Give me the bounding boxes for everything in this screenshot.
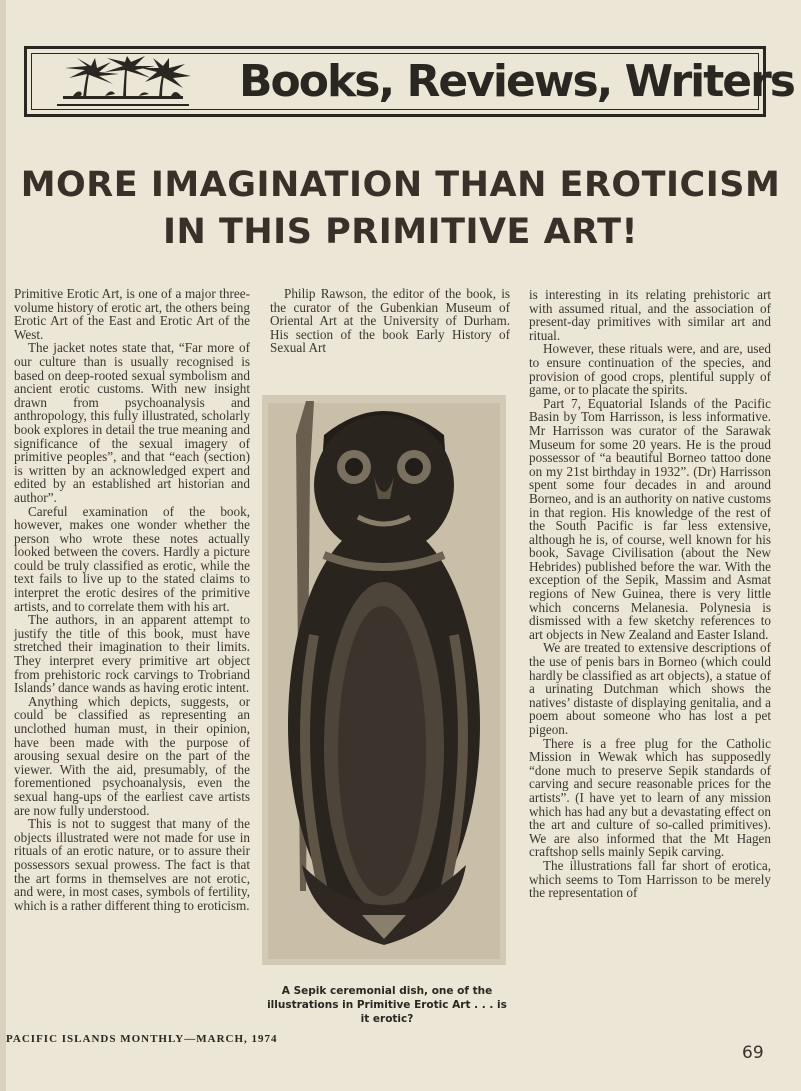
article-column-3	[529, 288, 771, 900]
paragraph: Careful examination of the book, however, makes one wonder whether the person who wrote these notes actually looked between the covers. Hardly a picture could be truly classified as erotic, while the text fails to live up to the stated claims to interpret the erotic desires of the primitive artists, and to correlate them with his art.	[14, 503, 250, 614]
paragraph: Anything which depicts, suggests, or could be classified as representing an unclothed human must, in their opinion, have been made with the purpose of arousing sexual desire on the part of the viewer. With the aid, presumably, of the forementioned psychoanalysis, even the sexual hang-ups of the earliest cave artists are now fully understood.	[14, 693, 250, 818]
sepik-dish-photo	[262, 395, 506, 965]
paragraph: However, these rituals were, and are, used to ensure continuation of the species, and provision of good crops, plentiful supply of game, or to placate the spirits.	[529, 341, 771, 398]
paragraph: The jacket notes state that, “Far more of our culture than is usually recognised is based on deep-rooted sexual symbolism and ancient erotic customs. With new insight drawn from psychoanalysis and anthropology, this fully illustrated, scholarly book explores in detail the true meaning and significance of the sexual imagery of primitive peoples”, and that “each (section) is written by an acknowledged expert and edited by an established art historian and author”.	[14, 340, 250, 505]
publication-footer: PACIFIC ISLANDS MONTHLY—MARCH, 1974	[6, 1033, 278, 1045]
paragraph: Part 7, Equatorial Islands of the Pacific Basin by Tom Harrisson, is less informative. Mr Harrisson was curator of the Sarawak Museum for some 20 years. He is the proud possessor of “a beautiful Borneo tattoo done on my 21st birthday in 1932”. (Dr) Harrisson spent some four decades in and around Borneo, and is an authority on native customs in that region. His knowledge of the rest of the South Pacific is far less extensive, although he is, of course, well known for his book, Savage Civilisation (about the New Hebrides) published before the war. With the exception of the Sepik, Massim and Asmat regions of New Guinea, there is very little which concerns Melanesia. Polynesia is dismissed with a few sketchy references to art objects in New Zealand and Easter Island.	[529, 395, 771, 642]
photo-caption: A Sepik ceremonial dish, one of the illustrations in Primitive Erotic Art . . . is it erotic?	[267, 985, 507, 1025]
paragraph: This is not to suggest that many of the objects illustrated were not made for use in rituals of an erotic nature, or to assure their possessors sexual prowess. The fact is that the art forms in themselves are not erotic, and were, in most cases, symbols of fertility, which is a rather different thing to eroticism.	[14, 816, 250, 913]
article-column-1	[14, 287, 250, 912]
paragraph: The illustrations fall far short of erotica, which seems to Tom Harrisson to be merely the representation of	[529, 857, 771, 901]
paragraph: is interesting in its relating prehistoric art with assumed ritual, and the association of present-day primitives with similar art and ritual.	[529, 287, 771, 343]
palm-trees-icon	[53, 56, 193, 108]
page-number: 69	[742, 1043, 764, 1063]
banner-title: Books, Reviews, Writers	[239, 56, 794, 107]
paragraph: Philip Rawson, the editor of the book, is the curator of the Gubenkian Museum of Oriental Art at the University of Durham. His section of the book Early History of Sexual Art	[270, 286, 510, 356]
headline-line-1: MORE IMAGINATION THAN EROTICISM	[20, 165, 781, 205]
page-binding-edge	[0, 0, 6, 1091]
paragraph: Primitive Erotic Art, is one of a major three-volume history of erotic art, the others being Erotic Art of the East and Erotic Art of the West.	[14, 286, 250, 342]
headline-line-2: IN THIS PRIMITIVE ART!	[163, 212, 638, 252]
article-column-2	[270, 287, 510, 355]
paragraph: There is a free plug for the Catholic Mission in Wewak which has supposedly “done much to preserve Sepik standards of carving and secure reasonable prices for the artists”. (I have yet to learn of any mission which has had any but a devastating effect on the art and culture of so-called primitives). We are also informed that the Mt Hagen craftshop sells mainly Sepik carving.	[529, 735, 771, 860]
paragraph: The authors, in an apparent attempt to justify the title of this book, must have stretched their imagination to their limits. They interpret every primitive art object from prehistoric rock carvings to Trobriand Islands’ dance wands as having erotic intent.	[14, 612, 250, 696]
paragraph: We are treated to extensive descriptions of the use of penis bars in Borneo (which could hardly be classified as art objects), a statue of a urinating Dutchman which shows the natives’ distaste of displaying genitalia, and a poem about someone who has lost a pet pigeon.	[529, 640, 771, 737]
section-banner	[24, 46, 794, 117]
